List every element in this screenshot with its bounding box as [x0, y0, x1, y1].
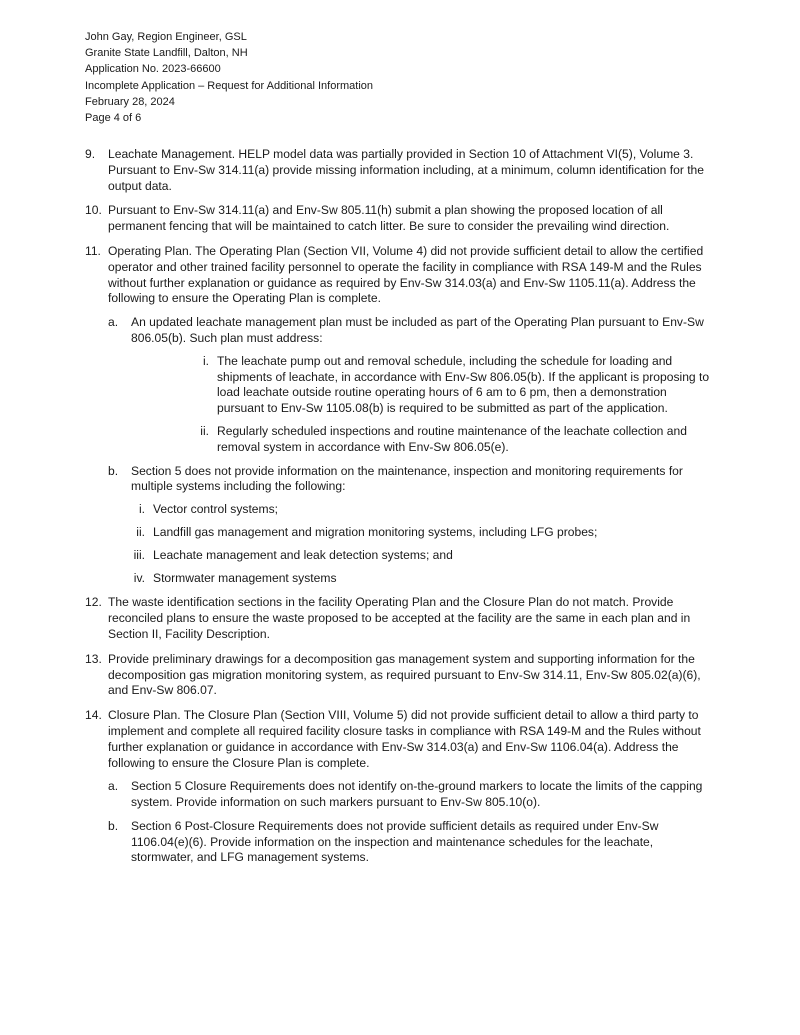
sub-sub-item-11b-i [133, 502, 717, 518]
sub-item-11b [108, 464, 717, 587]
item-number: 12. [85, 595, 102, 610]
list-item-13 [85, 652, 717, 699]
sub-item-letter: b. [108, 818, 119, 833]
header-facility: Granite State Landfill, Dalton, NH [85, 47, 248, 60]
item-text: Leachate Management. HELP model data was partially provided in Section 10 of Attachment VI(5), Volume 3. Pursuant to Env-Sw 314.11(a) provide missing information including, at a minimum, column identification for the output data. [108, 147, 705, 193]
item-number: 13. [85, 651, 102, 666]
item-number: 10. [85, 203, 102, 218]
sub-sub-item-text: Leachate management and leak detection systems; and [153, 547, 453, 562]
list-item-10 [85, 203, 717, 235]
header-subject: Incomplete Application – Request for Additional Information [85, 79, 374, 92]
roman-numeral: ii. [200, 423, 209, 438]
sub-item-letter: a. [108, 779, 119, 794]
roman-numeral: iii. [133, 547, 145, 562]
item-text: The waste identification sections in the facility Operating Plan and the Closure Plan do not match. Provide reconciled plans to ensure the waste proposed to be accepted at the facility are the same in each plan and in Section II, Facility Description. [108, 595, 691, 641]
sub-sub-item-11b-iv [133, 571, 717, 587]
item-text: Closure Plan. The Closure Plan (Section VIII, Volume 5) did not provide sufficient detail to allow a third party to implement and complete all required facility closure tasks in compliance with RSA 149-M and the Rules without further explanation or guidance in accordance with Env-Sw 314.03(a) and Env-Sw 1106.04(a). Address the following to ensure the Closure Plan is complete. [108, 708, 701, 770]
sub-sub-item-11b-iii [133, 548, 717, 564]
item-text: Provide preliminary drawings for a decomposition gas management system and supporting information for the decomposition gas migration monitoring system, as required pursuant to Env-Sw 314.11, Env-Sw 805.02(a)(6), and Env-Sw 806.07. [108, 651, 701, 698]
roman-numeral: ii. [136, 524, 145, 539]
document-body [85, 147, 717, 875]
sub-sub-item-text: Landfill gas management and migration monitoring systems, including LFG probes; [153, 524, 598, 539]
item-number: 14. [85, 708, 102, 723]
item-number: 11. [85, 243, 101, 258]
sub-sub-item-text: The leachate pump out and removal schedule, including the schedule for loading and shipments of leachate, in accordance with Env-Sw 806.05(b). If the applicant is proposing to load leachate outside routine operating hours of 6 am to 6 pm, then a demonstration pursuant to Env-Sw 1105.08(b) is required to be submitted as part of the application. [217, 353, 710, 416]
header-application-number: Application No. 2023-66600 [85, 63, 221, 76]
list-item-9 [85, 147, 717, 194]
sub-sub-item-11a-ii [197, 424, 717, 456]
header-page-number: Page 4 of 6 [85, 112, 142, 125]
roman-numeral: i. [138, 502, 145, 517]
list-item-11 [85, 244, 717, 586]
item-text: Pursuant to Env-Sw 314.11(a) and Env-Sw 805.11(h) submit a plan showing the proposed location of all permanent fencing that will be maintained to catch litter. Be sure to consider the prevailing wind direction. [108, 203, 670, 234]
sub-sub-item-11a-i [197, 354, 717, 417]
sub-sub-item-text: Regularly scheduled inspections and routine maintenance of the leachate collection and removal system in accordance with Env-Sw 806.05(e). [217, 423, 687, 454]
sub-item-letter: a. [108, 315, 119, 330]
sub-item-14b [108, 819, 717, 866]
sub-item-letter: b. [108, 463, 119, 478]
sub-item-text: Section 5 Closure Requirements does not identify on-the-ground markers to locate the limits of the capping system. Provide information on such markers pursuant to Env-Sw 805.10(o). [131, 779, 703, 810]
roman-numeral: iv. [133, 570, 145, 585]
sub-item-text: Section 6 Post-Closure Requirements does not provide sufficient details as required under Env-Sw 1106.04(e)(6). Provide information on the inspection and maintenance schedules for the leachate, stormwater, and LFG management systems. [131, 818, 659, 865]
list-item-14 [85, 708, 717, 866]
sub-sub-item-text: Stormwater management systems [153, 570, 337, 585]
header-date: February 28, 2024 [85, 95, 175, 108]
header-recipient: John Gay, Region Engineer, GSL [85, 31, 247, 43]
item-number: 9. [85, 147, 96, 161]
roman-numeral: i. [202, 353, 209, 368]
item-text: Operating Plan. The Operating Plan (Section VII, Volume 4) did not provide sufficient detail to allow the certified operator and other trained facility personnel to operate the facility in compliance with RSA 149-M and the Rules without further explanation or guidance as required by Env-Sw 314.03(a) and Env-Sw 1105.11(a). Address the following to ensure the Operating Plan is complete. [108, 243, 704, 306]
list-item-12 [85, 595, 717, 642]
sub-item-text: Section 5 does not provide information on the maintenance, inspection and monitoring requirements for multiple systems including the following: [131, 463, 683, 494]
sub-item-14a [108, 779, 717, 811]
sub-sub-item-text: Vector control systems; [153, 502, 279, 517]
sub-sub-item-11b-ii [133, 525, 717, 541]
sub-sub-list-11b [131, 502, 717, 586]
letter-header [85, 29, 373, 126]
sub-item-text: An updated leachate management plan must be included as part of the Operating Plan pursuant to Env-Sw 806.05(b). Such plan must address: [131, 315, 704, 345]
sub-item-11a [108, 315, 717, 455]
